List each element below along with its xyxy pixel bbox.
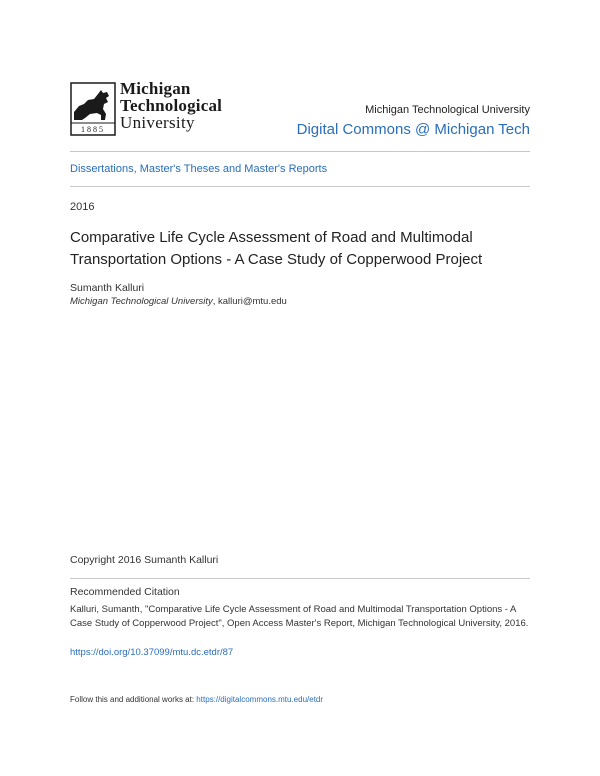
institution-block (297, 104, 530, 138)
author-affiliation (70, 296, 287, 307)
footer-text: Follow this and additional works at: (70, 695, 197, 704)
logo-year: 1885 (81, 125, 105, 134)
footer-link[interactable]: https://digitalcommons.mtu.edu/etdr (196, 695, 324, 704)
author-email: , kalluri@mtu.edu (212, 296, 287, 307)
publication-year: 2016 (70, 201, 95, 213)
logo-line-3: University (120, 113, 195, 132)
footer-follow (70, 695, 323, 704)
logo-wordmark (120, 80, 222, 131)
divider (70, 578, 530, 579)
affiliation-name: Michigan Technological University (70, 296, 213, 307)
citation-text: Kalluri, Sumanth, "Comparative Life Cycle Assessment of Road and Multimodal Transportation Options - A Case Study of Copperwood Project", Open Access Master's Report, Michigan Technological University, 2016. (70, 604, 529, 629)
divider (70, 186, 530, 187)
citation-heading: Recommended Citation (70, 586, 180, 598)
university-logo (70, 80, 240, 136)
copyright-notice: Copyright 2016 Sumanth Kalluri (70, 554, 219, 566)
author-name: Sumanth Kalluri (70, 282, 145, 294)
institution-name: Michigan Technological University (365, 104, 530, 116)
logo-line-2: Technological (120, 96, 223, 115)
collection-link[interactable]: Dissertations, Master's Theses and Master's Reports (70, 163, 328, 175)
doi-link[interactable]: https://doi.org/10.37099/mtu.dc.etdr/87 (70, 647, 234, 658)
document-title: Comparative Life Cycle Assessment of Road and Multimodal Transportation Options - A Case Study of Copperwood Project (70, 229, 483, 268)
repository-link[interactable]: Digital Commons @ Michigan Tech (296, 121, 530, 138)
logo-line-1: Michigan (120, 79, 191, 98)
divider (70, 151, 530, 152)
husky-seal-icon (70, 82, 116, 136)
